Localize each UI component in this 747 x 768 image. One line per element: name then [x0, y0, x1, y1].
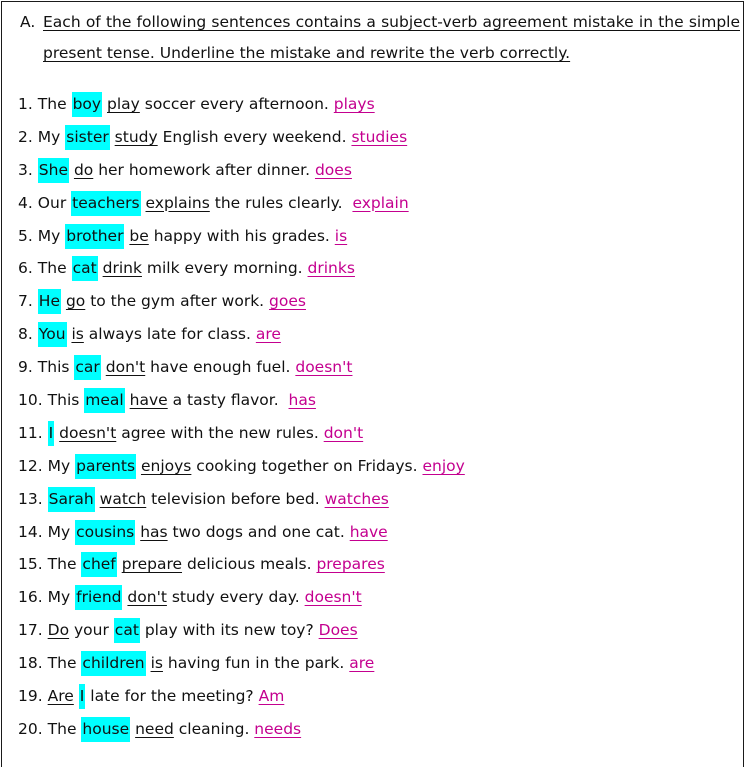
corrected-verb: studies: [351, 127, 408, 146]
underlined-mistake: drink: [102, 259, 142, 278]
sentence-text: This: [47, 391, 85, 410]
underlined-mistake: watch: [99, 489, 147, 508]
highlighted-subject: I: [79, 684, 86, 709]
corrected-verb: is: [334, 226, 348, 245]
corrected-verb: enjoy: [422, 456, 465, 475]
sentence-number: 8.: [18, 325, 33, 344]
sentence-text: My: [37, 226, 66, 245]
underlined-mistake: has: [140, 522, 168, 541]
sentence-number: 17.: [18, 621, 43, 640]
sentence-row: [18, 450, 465, 483]
corrected-verb: Does: [318, 621, 358, 640]
underlined-mistake: go: [65, 292, 86, 311]
underlined-mistake: doesn't: [59, 423, 117, 442]
sentence-text: The: [47, 555, 82, 574]
underlined-mistake: don't: [105, 358, 146, 377]
sentence-row: [18, 121, 465, 154]
sentence-text: having fun in the park.: [162, 654, 350, 673]
underlined-mistake: play: [107, 95, 140, 113]
sentence-text: late for the meeting?: [85, 687, 259, 706]
sentence-text: have enough fuel.: [145, 358, 296, 377]
sentence-row: [18, 318, 465, 351]
sentence-text: television before bed.: [146, 489, 325, 508]
sentence-text: soccer every afternoon.: [139, 95, 334, 113]
sentence-row: [18, 351, 465, 384]
sentence-number: 20.: [18, 719, 43, 738]
sentence-row: [18, 614, 465, 647]
sentence-number: 16.: [18, 588, 43, 607]
sentence-text: a tasty flavor.: [167, 391, 289, 410]
sentence-number: 5.: [18, 226, 33, 245]
underlined-mistake: have: [129, 391, 168, 410]
highlighted-subject: He: [38, 289, 61, 314]
sentence-text: The: [47, 719, 82, 738]
highlighted-subject: meal: [84, 388, 124, 413]
sentence-text: the rules clearly.: [209, 193, 353, 212]
sentence-list: [18, 88, 465, 746]
highlighted-subject: She: [38, 158, 69, 183]
corrected-verb: doesn't: [304, 588, 362, 607]
highlighted-subject: friend: [75, 585, 122, 610]
highlighted-subject: You: [38, 322, 67, 347]
sentence-text: her homework after dinner.: [93, 160, 315, 179]
underlined-mistake: study: [114, 127, 158, 146]
sentence-number: 9.: [18, 358, 33, 377]
corrected-verb: explain: [352, 193, 409, 212]
sentence-number: 7.: [18, 292, 33, 311]
underlined-mistake: Do: [47, 621, 70, 640]
highlighted-subject: parents: [75, 454, 136, 479]
sentence-text: happy with his grades.: [148, 226, 335, 245]
sentence-number: 19.: [18, 687, 43, 706]
highlighted-subject: I: [48, 421, 55, 446]
highlighted-subject: Sarah: [48, 487, 95, 512]
sentence-number: 13.: [18, 489, 43, 508]
corrected-verb: are: [349, 654, 375, 673]
sentence-text: The: [47, 654, 82, 673]
sentence-number: 11.: [18, 423, 43, 442]
sentence-text: agree with the new rules.: [116, 423, 324, 442]
underlined-mistake: need: [135, 719, 174, 738]
corrected-verb: has: [288, 391, 316, 410]
corrected-verb: plays: [333, 95, 375, 113]
underlined-mistake: explains: [145, 193, 210, 212]
sentence-row: [18, 680, 465, 713]
corrected-verb: drinks: [307, 259, 355, 278]
section-letter: A.: [20, 13, 36, 31]
highlighted-subject: cat: [114, 618, 140, 643]
sentence-row: [18, 516, 465, 549]
sentence-text: Our: [37, 193, 72, 212]
corrected-verb: needs: [254, 719, 302, 738]
underlined-mistake: is: [71, 325, 84, 344]
corrected-verb: are: [255, 325, 281, 344]
highlighted-subject: chef: [81, 552, 116, 577]
sentence-row: [18, 647, 465, 680]
underlined-mistake: is: [150, 654, 163, 673]
sentence-number: 14.: [18, 522, 43, 541]
sentence-row: [18, 285, 465, 318]
underlined-mistake: enjoys: [140, 456, 192, 475]
sentence-number: 10.: [18, 391, 43, 410]
sentence-text: study every day.: [166, 588, 305, 607]
instruction-text: Each of the following sentences contains a subject-verb agreement mistake in the simple present tense. Underline the mistake and rewrite the verb correctly.: [43, 13, 740, 62]
sentence-text: your: [69, 621, 114, 640]
underlined-mistake: be: [129, 226, 149, 245]
sentence-row: [18, 483, 465, 516]
sentence-row: [18, 252, 465, 285]
sentence-row: [18, 187, 465, 220]
sentence-number: 1.: [18, 95, 33, 113]
corrected-verb: watches: [324, 489, 389, 508]
sentence-text: to the gym after work.: [85, 292, 270, 311]
sentence-number: 18.: [18, 654, 43, 673]
highlighted-subject: sister: [65, 125, 109, 150]
highlighted-subject: cousins: [75, 520, 135, 545]
sentence-text: play with its new toy?: [139, 621, 319, 640]
underlined-mistake: prepare: [121, 555, 183, 574]
sentence-text: two dogs and one cat.: [167, 522, 350, 541]
sentence-text: milk every morning.: [141, 259, 308, 278]
highlighted-subject: boy: [72, 92, 103, 117]
sentence-text: This: [37, 358, 75, 377]
sentence-number: 12.: [18, 456, 43, 475]
sentence-text: My: [47, 456, 76, 475]
corrected-verb: prepares: [316, 555, 385, 574]
sentence-text: My: [47, 522, 76, 541]
highlighted-subject: teachers: [71, 191, 140, 216]
highlighted-subject: cat: [72, 256, 98, 281]
sentence-row: [18, 417, 465, 450]
sentence-number: 2.: [18, 127, 33, 146]
sentence-text: always late for class.: [83, 325, 256, 344]
corrected-verb: doesn't: [295, 358, 353, 377]
instruction-block: [20, 7, 740, 69]
sentence-row: [18, 384, 465, 417]
highlighted-subject: car: [74, 355, 100, 380]
sentence-text: The: [37, 259, 72, 278]
sentence-number: 15.: [18, 555, 43, 574]
underlined-mistake: don't: [127, 588, 167, 607]
sentence-text: cleaning.: [173, 719, 255, 738]
sentence-number: 3.: [18, 160, 33, 179]
corrected-verb: Am: [258, 687, 285, 706]
corrected-verb: goes: [269, 292, 306, 311]
sentence-text: delicious meals.: [182, 555, 317, 574]
sentence-text: English every weekend.: [157, 127, 352, 146]
corrected-verb: does: [314, 160, 352, 179]
highlighted-subject: children: [81, 651, 145, 676]
sentence-number: 4.: [18, 193, 33, 212]
sentence-number: 6.: [18, 259, 33, 278]
sentence-text: My: [47, 588, 76, 607]
highlighted-subject: house: [81, 717, 130, 742]
underlined-mistake: Are: [47, 687, 74, 706]
sentence-row: [18, 88, 465, 121]
corrected-verb: have: [349, 522, 388, 541]
sentence-row: [18, 220, 465, 253]
highlighted-subject: brother: [65, 224, 124, 249]
corrected-verb: don't: [323, 423, 364, 442]
underlined-mistake: do: [73, 160, 94, 179]
sentence-row: [18, 581, 465, 614]
sentence-text: cooking together on Fridays.: [191, 456, 423, 475]
sentence-row: [18, 548, 465, 581]
sentence-row: [18, 713, 465, 746]
sentence-text: The: [37, 95, 72, 113]
sentence-text: My: [37, 127, 66, 146]
sentence-row: [18, 154, 465, 187]
